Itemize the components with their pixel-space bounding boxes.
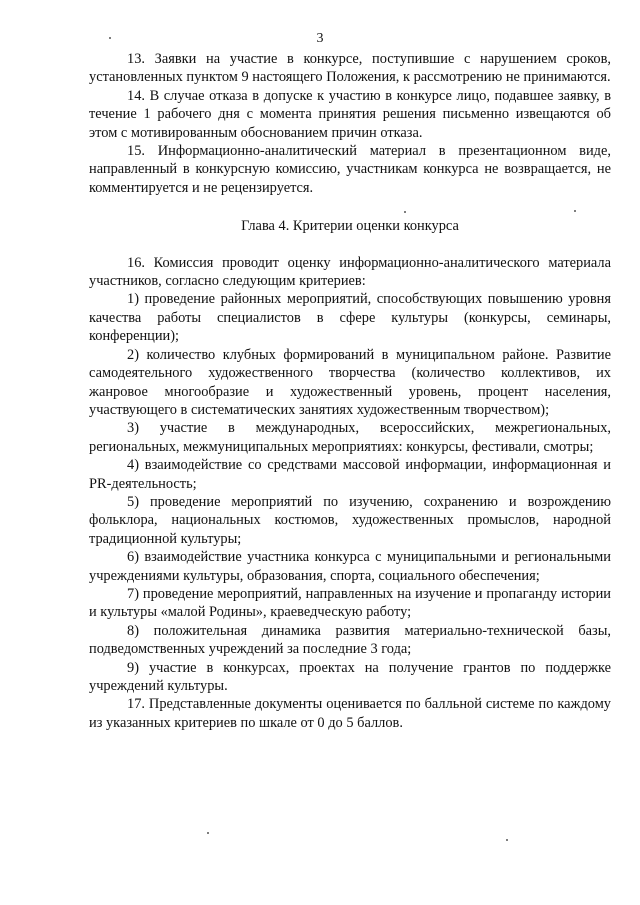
criterion-9: 9) участие в конкурсах, проектах на получение грантов по поддержке учреждений культуры.	[89, 659, 611, 694]
paragraph-14: 14. В случае отказа в допуске к участию в конкурсе лицо, подавшее заявку, в течение 1 рабочего дня с момента принятия решения письменно извещаются об этом с мотивированным обоснованием причин отказа.	[89, 87, 611, 141]
paragraph-15: 15. Информационно-аналитический материал в презентационном виде, направленный в конкурсную комиссию, участникам конкурса не возвращается, не комментируется и не рецензируется.	[89, 143, 611, 196]
paragraph-13: 13. Заявки на участие в конкурсе, поступившие с нарушением сроков, установленных пунктом 9 настоящего Положения, к рассмотрению не принимаются.	[89, 51, 611, 86]
criterion-2: 2) количество клубных формирований в муниципальном районе. Развитие самодеятельного художественного творчества (количество коллективов, их жанровое многообразие и художественный уровень, процент населения, участвующего в систематических занятиях художественным творчеством);	[89, 346, 611, 418]
scan-speck	[109, 37, 111, 39]
criterion-8: 8) положительная динамика развития материально-технической базы, подведомственных учреждений за последние 3 года;	[89, 622, 611, 658]
scan-speck	[506, 839, 508, 841]
page-number: 3	[316, 31, 324, 46]
criterion-3: 3) участие в международных, всероссийских, межрегиональных, региональных, межмуниципальных мероприятиях: конкурсы, фестивали, смотры;	[89, 420, 611, 455]
criterion-5: 5) проведение мероприятий по изучению, сохранению и возрождению фольклора, национальных костюмов, художественных промыслов, народной традиционной культуры;	[89, 493, 611, 547]
criterion-7: 7) проведение мероприятий, направленных на изучение и пропаганду истории и культуры «малой Родины», краеведческую работу;	[89, 585, 611, 621]
criterion-6: 6) взаимодействие участника конкурса с муниципальными и региональными учреждениями культуры, образования, спорта, социального обеспечения;	[89, 549, 611, 584]
criterion-1: 1) проведение районных мероприятий, способствующих повышению уровня качества работы специалистов в сфере культуры (конкурсы, семинары, конференции);	[89, 291, 611, 345]
scan-speck	[574, 210, 576, 212]
paragraph-16: 16. Комиссия проводит оценку информационно-аналитического материала участников, согласно следующим критериев:	[89, 254, 611, 290]
paragraph-17: 17. Представленные документы оценивается по балльной системе по каждому из указанных критериев по шкале от 0 до 5 баллов.	[89, 696, 611, 731]
document-body	[89, 50, 611, 732]
criterion-4: 4) взаимодействие со средствами массовой информации, информационная и PR-деятельность;	[89, 457, 611, 492]
scan-speck	[207, 832, 209, 834]
chapter-heading: Глава 4. Критерии оценки конкурса	[241, 218, 459, 235]
scan-speck	[404, 211, 406, 213]
